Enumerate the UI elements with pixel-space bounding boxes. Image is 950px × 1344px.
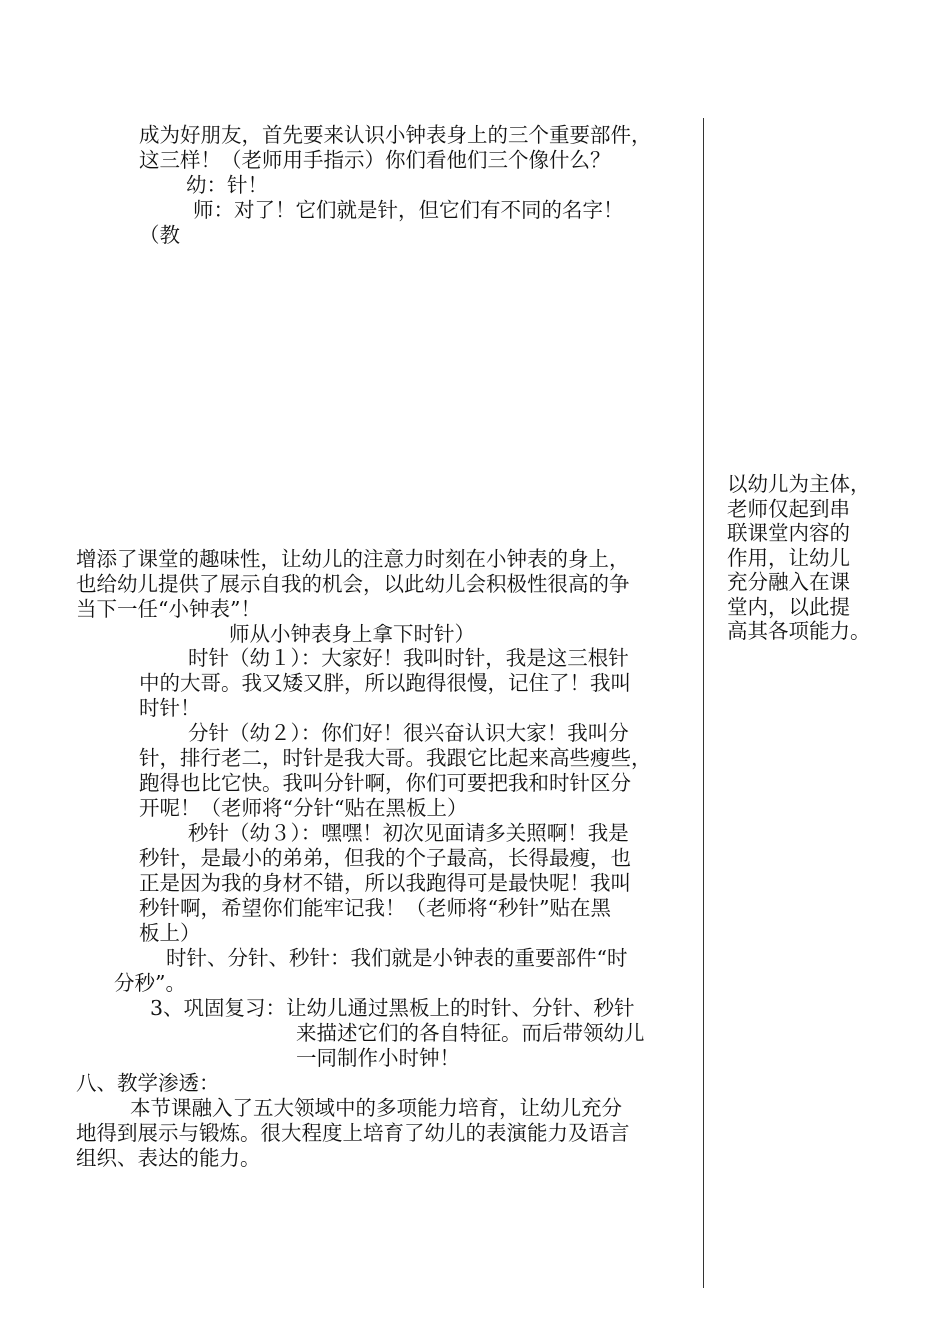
text-line: 中的大哥。我又矮又胖，所以跑得很慢，记住了！我叫 [139,671,631,695]
side-note-line: 堂内，以此提 [727,595,850,619]
side-note-line: 作用，让幼儿 [727,546,850,570]
text-line: 地得到展示与锻炼。很大程度上培育了幼儿的表演能力及语言 [76,1121,630,1145]
text-line: 跑得也比它快。我叫分针啊，你们可要把我和时针区分 [139,771,631,795]
text-line: 正是因为我的身材不错，所以我跑得可是最快呢！我叫 [139,871,631,895]
text-line: 秒针啊，希望你们能牢记我！（老师将“秒针”贴在黑 [139,896,611,920]
text-line: 一同制作小时钟！ [296,1046,460,1070]
text-line: 分针（幼２）：你们好！很兴奋认识大家！我叫分 [188,721,629,745]
text-line: 幼：针！ [186,173,268,197]
text-line: 时针、分针、秒针：我们就是小钟表的重要部件“时 [166,946,628,970]
text-line: 开呢！（老师将“分针“贴在黑板上） [139,796,468,820]
text-line: 秒针（幼３）：嘿嘿！初次见面请多关照啊！我是 [188,821,629,845]
text-line: 成为好朋友，首先要来认识小钟表身上的三个重要部件， [139,123,652,147]
text-line: 时针（幼１）：大家好！我叫时针，我是这三根针 [188,646,629,670]
text-line: 增添了课堂的趣味性，让幼儿的注意力时刻在小钟表的身上， [76,547,630,571]
text-line: 来描述它们的各自特征。而后带领幼儿 [296,1021,645,1045]
text-line: 秒针，是最小的弟弟，但我的个子最高，长得最瘦，也 [139,846,631,870]
text-line: 本节课融入了五大领域中的多项能力培育，让幼儿充分 [130,1096,622,1120]
text-line: 分秒”。 [114,971,186,995]
text-line: 师从小钟表身上拿下时针） [229,622,475,646]
column-divider [703,118,704,1288]
text-line: 时针！ [139,696,201,720]
text-line: 3、巩固复习：让幼儿通过黑板上的时针、分针、秒针 [150,996,635,1020]
section-heading: 八、教学渗透： [76,1071,220,1095]
side-note-line: 高其各项能力。 [727,619,871,643]
side-note-line: 老师仅起到串 [727,497,850,521]
text-line: 这三样！（老师用手指示）你们看他们三个像什么？ [139,148,611,172]
text-line: 师：对了！它们就是针，但它们有不同的名字！ [193,198,624,222]
text-line: 针，排行老二，时针是我大哥。我跟它比起来高些瘦些， [139,746,652,770]
side-note-line: 以幼儿为主体， [727,472,871,496]
text-line: 组织、表达的能力。 [76,1146,261,1170]
side-note-line: 充分融入在课 [727,570,850,594]
text-line: 也给幼儿提供了展示自我的机会，以此幼儿会积极性很高的争 [76,572,630,596]
text-line: 当下一任“小钟表”！ [76,597,261,621]
text-line: （教 [139,223,180,247]
text-line: 板上） [139,921,201,945]
side-note-line: 联课堂内容的 [727,521,850,545]
